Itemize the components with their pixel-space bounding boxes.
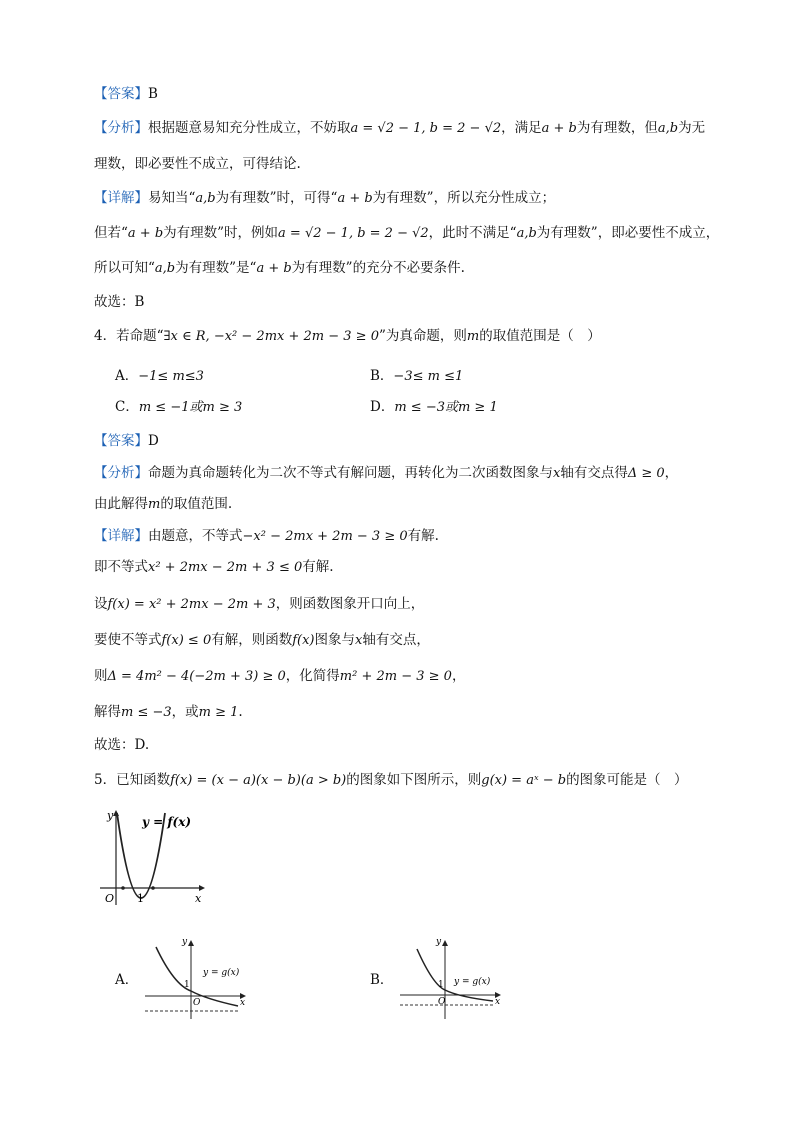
text: 轴有交点，	[362, 632, 430, 648]
q4-analysis-line-1	[94, 463, 678, 484]
math: m² + 2m − 3 ≥ 0	[339, 669, 452, 684]
text: 为有理数”时，可得“	[215, 190, 338, 206]
math: m	[148, 497, 161, 512]
text: 为有理数”是“	[175, 260, 257, 276]
answer-tag: 【答案】	[94, 86, 148, 102]
answer-value: D	[148, 433, 159, 449]
origin-label: O	[438, 997, 446, 1007]
q5-option-b-letter	[370, 970, 393, 990]
text: 命题为真命题转化为二次不等式有解问题，再转化为二次函数图象与	[148, 465, 553, 481]
text: ，或	[171, 704, 199, 720]
x-axis-arrow	[199, 885, 205, 891]
q4-option-a	[115, 366, 204, 387]
q3-detail-line-1	[94, 188, 555, 209]
y-axis-label: y	[182, 937, 188, 947]
analysis-tag: 【分析】	[94, 465, 148, 481]
x-axis-label: x	[195, 892, 202, 905]
q4-answer-line	[94, 431, 159, 451]
x-axis-label: x	[495, 997, 501, 1007]
root-point	[151, 886, 155, 890]
q4-detail-line-1	[94, 526, 439, 547]
math: m ≥ 1	[198, 705, 239, 720]
text: 为无	[678, 120, 706, 136]
text: 则	[94, 668, 108, 684]
q4-option-d	[370, 397, 498, 418]
math: f(x)	[292, 633, 315, 648]
text: 的图象可能是（ ）	[566, 772, 688, 788]
tick-label: 1	[137, 892, 144, 905]
answer-value: B	[148, 86, 158, 102]
curve-label: y = f(x)	[142, 815, 192, 829]
text: 故选：D.	[94, 737, 150, 753]
q4-detail-line-6	[94, 702, 243, 723]
option-letter: D．	[370, 399, 395, 415]
option-letter: A．	[115, 368, 139, 384]
math: ∃x ∈ R, −x² − 2mx + 2m − 3 ≥ 0	[163, 329, 379, 344]
text: 故选：B	[94, 294, 145, 310]
q4-detail-line-3	[94, 594, 424, 615]
q3-detail-line-2	[94, 223, 719, 244]
text: 易知当“	[148, 190, 196, 206]
math: a,b	[516, 226, 537, 241]
analysis-tag: 【分析】	[94, 120, 148, 136]
g-graph-option-b	[395, 935, 505, 1020]
answer-tag: 【答案】	[94, 433, 148, 449]
option-text: m ≤ −1或m ≥ 3	[138, 400, 243, 415]
text: 由题意，不等式	[148, 528, 243, 544]
y-axis-label: y	[107, 809, 114, 822]
math: f(x) = (x − a)(x − b)(a > b)	[170, 773, 347, 788]
q5-option-a-letter	[115, 970, 138, 990]
option-letter: B．	[370, 368, 394, 384]
origin-label: O	[193, 998, 201, 1008]
text: 有解.	[407, 528, 439, 544]
text: .	[238, 704, 243, 720]
math: a,b	[195, 191, 216, 206]
q3-analysis-line-2	[94, 154, 301, 174]
q5-stem	[94, 770, 688, 791]
option-letter: B．	[370, 972, 394, 988]
math: −x² − 2mx + 2m − 3 ≥ 0	[242, 529, 408, 544]
option-text: −1≤ m≤3	[138, 369, 204, 384]
option-letter: C．	[115, 399, 139, 415]
math: a = √2 − 1, b = 2 − √2	[278, 226, 429, 241]
option-text: m ≤ −3或m ≥ 1	[394, 400, 498, 415]
text: 为有理数”，所以充分性成立；	[372, 190, 556, 206]
text: 为有理数”时，例如	[163, 225, 279, 241]
q4-option-c	[115, 397, 242, 418]
y-axis-label: y	[436, 937, 442, 947]
curve-label: y = g(x)	[203, 968, 240, 978]
y-axis-arrow	[188, 940, 194, 946]
text: 根据题意易知充分性成立，不妨取	[148, 120, 351, 136]
text: 图象与	[314, 632, 356, 648]
text: 解得	[94, 704, 121, 720]
text: ，则函数图象开口向上，	[275, 596, 425, 612]
x-axis-label: x	[240, 998, 246, 1008]
math: Δ ≥ 0	[627, 466, 665, 481]
root-point	[121, 886, 125, 890]
math: a,b	[154, 261, 176, 276]
text: 为有理数”，即必要性不成立，	[536, 225, 720, 241]
detail-tag: 【详解】	[94, 528, 148, 544]
math: a = √2 − 1, b = 2 − √2	[350, 121, 502, 136]
tick-label: 1	[184, 980, 190, 990]
q3-choose-line	[94, 292, 144, 312]
math: Δ = 4m² − 4(−2m + 3) ≥ 0	[107, 669, 286, 684]
math: x² + 2mx − 2m + 3 ≤ 0	[148, 560, 303, 575]
g-graph-option-a	[140, 935, 250, 1020]
curve-label: y = g(x)	[454, 977, 491, 987]
math: f(x) ≤ 0	[161, 633, 212, 648]
f-graph	[95, 805, 215, 910]
text: 所以可知“	[94, 260, 155, 276]
math: a + b	[541, 121, 577, 136]
text: ，此时不满足“	[428, 225, 517, 241]
q3-detail-line-3	[94, 258, 465, 279]
q4-detail-line-5	[94, 666, 465, 687]
text: 的取值范围是（ ）	[479, 328, 601, 344]
y-axis-arrow	[442, 940, 448, 946]
detail-tag: 【详解】	[94, 190, 148, 206]
math: x	[355, 633, 363, 648]
math: a,b	[657, 121, 679, 136]
text: 有解.	[302, 559, 334, 575]
q4-stem	[94, 326, 601, 347]
math: m	[466, 329, 480, 344]
text: ，满足	[501, 120, 542, 136]
q4-detail-line-4	[94, 630, 430, 651]
text: 的图象如下图所示，则	[346, 772, 482, 788]
option-text: −3≤ m ≤1	[393, 369, 464, 384]
text: 有解，则函数	[211, 632, 293, 648]
text: 为有理数”的充分不必要条件.	[291, 260, 465, 276]
tick-label: 1	[438, 980, 444, 990]
text: 即不等式	[94, 559, 148, 575]
math: a + b	[127, 226, 164, 241]
q4-option-b	[370, 366, 463, 387]
text: ，	[664, 465, 679, 481]
text: 4．若命题“	[94, 328, 164, 344]
text: 轴有交点得	[560, 465, 628, 481]
text: 理数，即必要性不成立，可得结论.	[94, 156, 301, 172]
text: 为有理数，但	[576, 120, 658, 136]
q4-choose-line	[94, 735, 149, 755]
q4-analysis-line-2	[94, 494, 232, 515]
math: a + b	[256, 261, 292, 276]
g-curve	[417, 949, 493, 1001]
q4-detail-line-2	[94, 557, 334, 578]
math: f(x) = x² + 2mx − 2m + 3	[107, 597, 276, 612]
text: 5．已知函数	[94, 772, 171, 788]
q3-analysis-line-1	[94, 118, 705, 139]
text: ，化简得	[285, 668, 340, 684]
q3-answer-line	[94, 84, 158, 104]
text: 要使不等式	[94, 632, 162, 648]
text: 由此解得	[94, 496, 148, 512]
text: 但若“	[94, 225, 128, 241]
math: x	[553, 466, 561, 481]
text: ”为真命题，则	[378, 328, 467, 344]
origin-label: O	[105, 892, 115, 905]
math: g(x) = aˣ − b	[481, 773, 567, 788]
text: 的取值范围.	[160, 496, 233, 512]
math: m ≤ −3	[121, 705, 172, 720]
option-letter: A．	[115, 972, 139, 988]
text: 设	[94, 596, 108, 612]
math: a + b	[337, 191, 373, 206]
text: ，	[451, 668, 466, 684]
